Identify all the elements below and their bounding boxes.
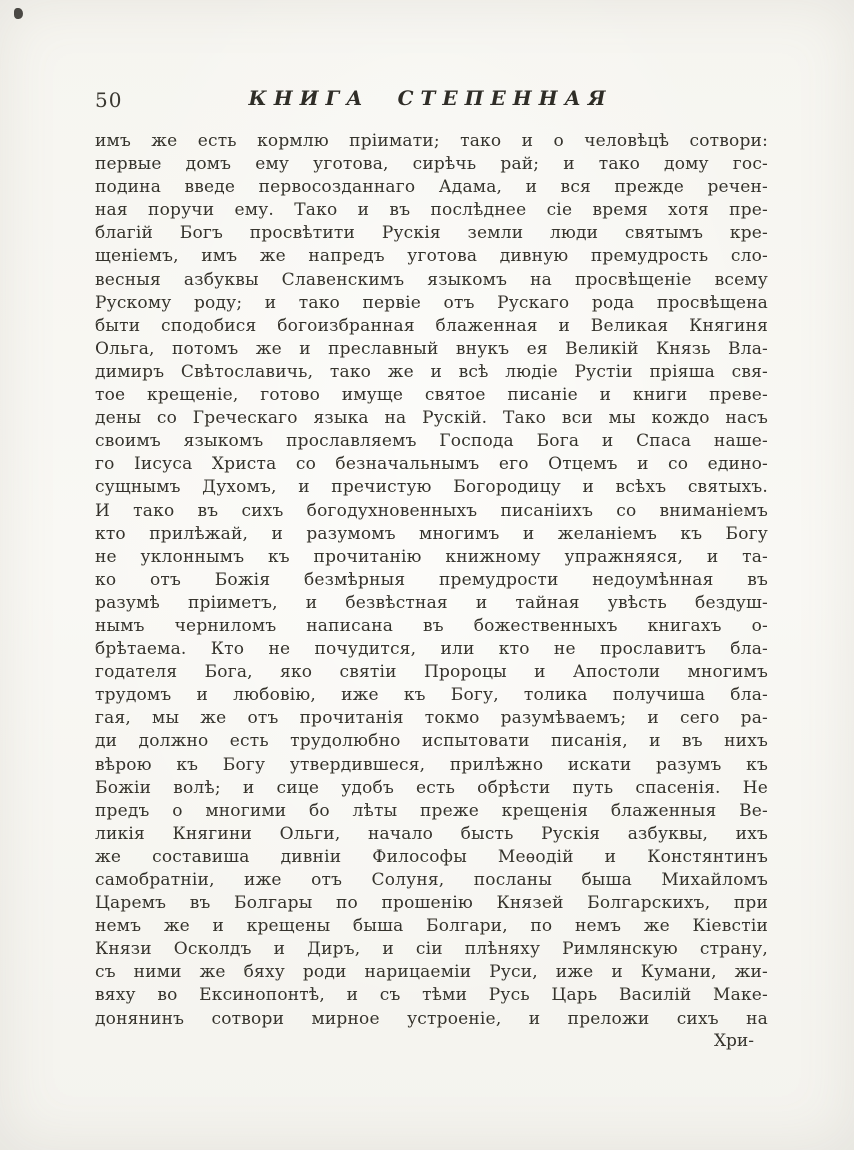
text-line: самобратніи, иже отъ Солуня, посланы быша Михайломъ (95, 870, 768, 890)
page-number: 50 (95, 88, 123, 112)
text-line: вяху во Ексинопонтѣ, и съ тѣми Русь Царь Василій Маке- (95, 985, 768, 1006)
text-line: гая, мы же отъ прочитанія токмо разумѣваемъ; и сего ра- (95, 708, 768, 729)
text-line: ди должно есть трудолюбно испытовати писанія, и въ нихъ (95, 731, 768, 752)
text-line: ко отъ Божія безмѣрныя премудрости недоумѣнная въ (95, 569, 768, 590)
text-line: имъ же есть кормлю пріимати; тако и о человѣцѣ сотвори: (95, 131, 768, 151)
text-line: разумѣ пріиметъ, и безвѣстная и тайная увѣсть бездуш- (95, 592, 768, 613)
text-line: Царемъ въ Болгары по прошенію Князей Болгарскихъ, при (95, 893, 768, 914)
text-line: И тако въ сихъ богодухновенныхъ писаніихъ со вниманіемъ (95, 500, 768, 521)
text-line: весныя азбуквы Славенскимъ языкомъ на просвѣщеніе всему (95, 269, 768, 290)
text-line: первые домъ ему уготова, сирѣчь рай; и тако дому гос- (95, 154, 768, 175)
text-line: съ ними же бяху роди нарицаеміи Руси, иже и Кумани, жи- (95, 962, 768, 983)
text-line: же составиша дивніи Философы Меѳодій и Констянтинъ (95, 846, 768, 867)
running-title: КНИГА СТЕПЕННАЯ (248, 86, 613, 110)
text-line: нымъ черниломъ написана въ божественныхъ книгахъ о- (95, 615, 768, 636)
text-line: димиръ Свѣтославичь, тако же и всѣ людіе Рустіи пріяша свя- (95, 361, 768, 382)
text-line: тое крещеніе, готово имуще святое писаніе и книги преве- (95, 385, 768, 406)
text-line: быти сподобися богоизбранная блаженная и Великая Княгиня (95, 315, 768, 336)
text-line: дены со Греческаго языка на Рускій. Тако вси мы кождо насъ (95, 408, 768, 429)
text-line: благій Богъ просвѣтити Рускія земли люди святымъ кре- (95, 223, 768, 244)
text-line: сущнымъ Духомъ, и пречистую Богородицу и всѣхъ святыхъ. (95, 477, 768, 498)
text-line: Рускому роду; и тако первіе отъ Рускаго рода просвѣщена (95, 292, 768, 313)
page-header (95, 86, 766, 114)
text-line: ликія Княгини Ольги, начало бысть Рускія азбуквы, ихъ (95, 823, 768, 844)
text-line: вѣрою къ Богу утвердившеся, прилѣжно искати разумъ къ (95, 754, 768, 775)
text-line: го Іисуса Христа со безначальнымъ его Отцемъ и со едино- (95, 454, 768, 475)
text-line: ная поручи ему. Тако и въ послѣднее сіе время хотя пре- (95, 200, 768, 221)
catchword-row (95, 1031, 754, 1051)
catchword: Хри- (713, 1031, 754, 1051)
text-line: щеніемъ, имъ же напредъ уготова дивную премудрость сло- (95, 246, 768, 267)
body-text (95, 130, 768, 1031)
text-line: своимъ языкомъ прославляемъ Господа Бога и Спаса наше- (95, 431, 768, 452)
text-line: Князи Осколдъ и Диръ, и сіи плѣняху Римлянскую страну, (95, 939, 768, 960)
scan-artifact (14, 8, 23, 19)
text-line: Божіи волѣ; и сице удобъ есть обрѣсти путь спасенія. Не (95, 777, 768, 798)
text-line: подина введе первосозданнаго Адама, и вся прежде речен- (95, 177, 768, 198)
text-line: трудомъ и любовію, иже къ Богу, толика получиша бла- (95, 685, 768, 706)
text-line: Ольга, потомъ же и преславный внукъ ея Великій Князь Вла- (95, 338, 768, 359)
text-line: брѣтаема. Кто не почудится, или кто не прославитъ бла- (95, 639, 768, 660)
text-line: не уклоннымъ къ прочитанію книжному упражняяся, и та- (95, 546, 768, 567)
text-line: кто прилѣжай, и разумомъ многимъ и желаніемъ къ Богу (95, 523, 768, 544)
text-line: предъ о многими бо лѣты преже крещенія блаженныя Ве- (95, 800, 768, 821)
text-line: донянинъ сотвори мирное устроеніе, и преложи сихъ на (95, 1008, 768, 1029)
text-line: годателя Бога, яко святіи Пророцы и Апостоли многимъ (95, 662, 768, 683)
text-line: немъ же и крещены быша Болгари, по немъ же Кіевстіи (95, 916, 768, 937)
